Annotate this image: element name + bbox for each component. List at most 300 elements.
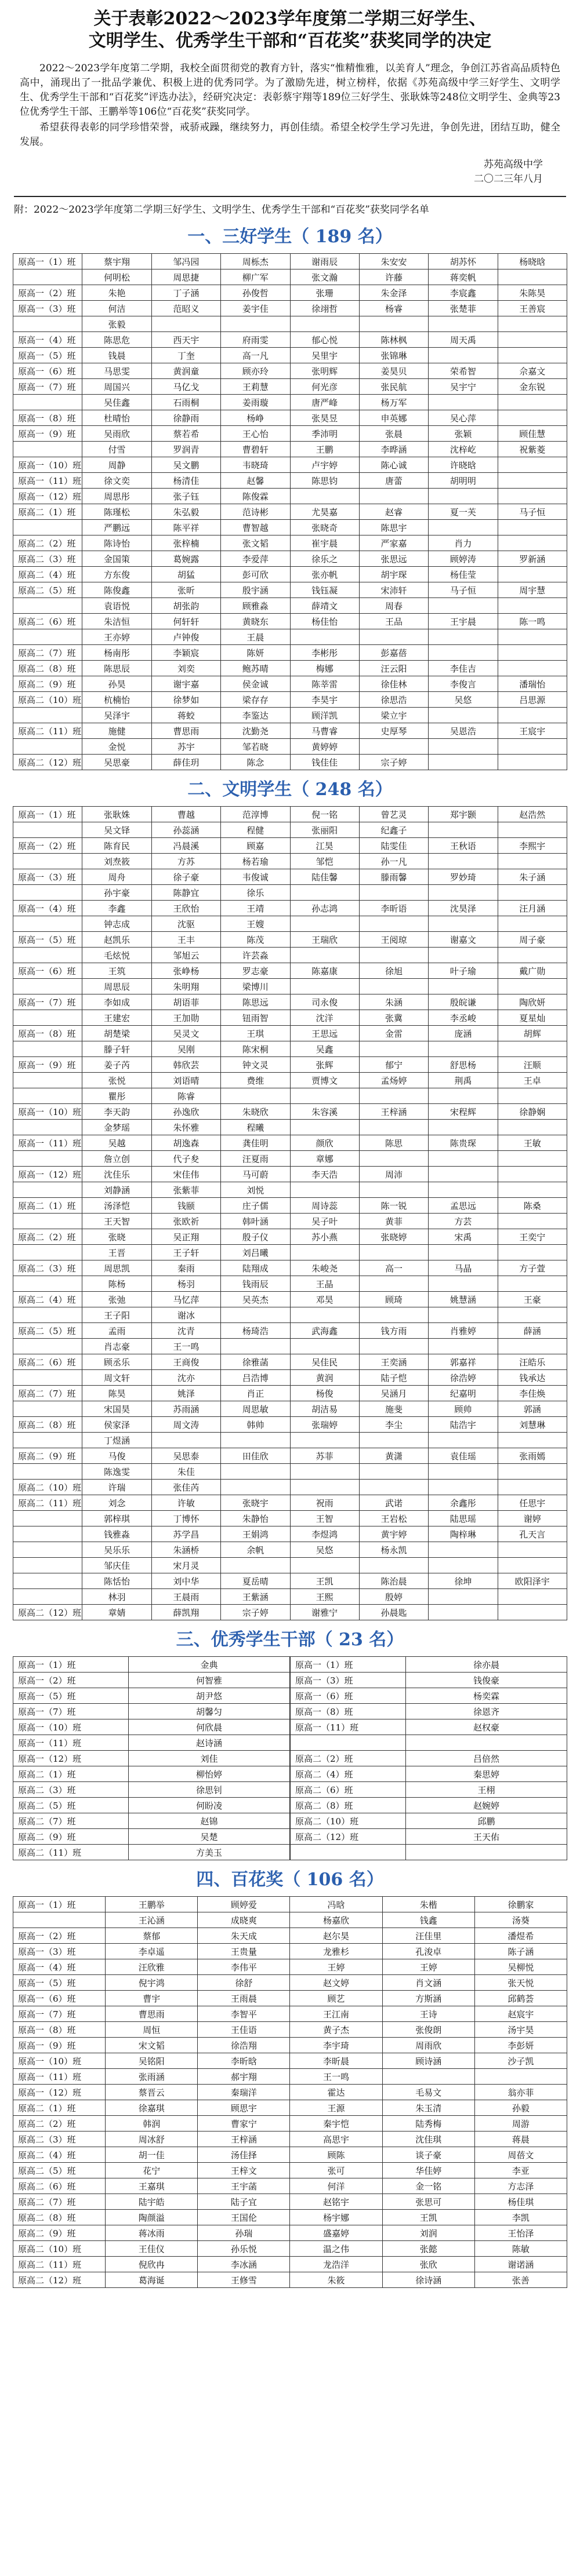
- student-name-cell: 马曹睿: [290, 723, 359, 739]
- student-name-cell: [429, 948, 498, 963]
- class-name-cell: 原高二（3）班: [13, 1782, 129, 1798]
- student-name-cell: [290, 916, 359, 932]
- table-row: [13, 457, 567, 473]
- student-name-cell: 赵浩然: [498, 807, 567, 822]
- student-name-cell: 潘煜希: [474, 1928, 567, 1944]
- student-name-cell: 吕浩博: [221, 1370, 290, 1386]
- student-name-cell: 王建宏: [82, 1010, 151, 1026]
- student-name-cell: [498, 1589, 567, 1605]
- student-name-cell: 陈敏: [474, 2241, 567, 2257]
- class-name-cell: 原高一（11）班: [13, 473, 82, 489]
- student-name-cell: 余帆: [221, 1542, 290, 1558]
- student-name-cell: 陈嘉康: [290, 963, 359, 979]
- class-name-cell: [13, 1339, 82, 1354]
- student-name-cell: 陈治晨: [359, 1573, 428, 1589]
- student-name-cell: [498, 457, 567, 473]
- student-name-cell: 张思可: [382, 2194, 474, 2210]
- student-name-cell: [498, 739, 567, 755]
- student-name-cell: 陆浩宇: [429, 1417, 498, 1433]
- student-name-cell: 张梓楠: [151, 535, 220, 551]
- student-name-cell: 宋程辉: [429, 1104, 498, 1120]
- table-row: [13, 301, 567, 316]
- student-name-cell: 李晔涵: [359, 442, 428, 457]
- body-paragraph-2: 希望获得表彰的同学珍惜荣誉，戒骄戒躁，继续努力，再创佳绩。希望全校学生学习先进，争创先进，团结互助，健全发展。: [20, 122, 560, 148]
- student-name-cell: 沈梓屹: [429, 442, 498, 457]
- student-name-cell: 周宇慧: [498, 582, 567, 598]
- student-name-cell: 王晨雨: [151, 1589, 220, 1605]
- student-name-cell: 许藤: [359, 269, 428, 285]
- class-name-cell: [13, 1041, 82, 1057]
- student-name-cell: 王凯: [382, 2210, 474, 2225]
- student-name-cell: 薛佳玥: [151, 755, 220, 770]
- student-name-cell: 周诗蕊: [290, 1198, 359, 1214]
- student-name-cell: 马思雯: [82, 363, 151, 379]
- table-row: [13, 1495, 567, 1511]
- student-name-cell: 府雨雯: [221, 332, 290, 348]
- class-name-cell: 原高一（7）班: [13, 379, 82, 395]
- student-name-cell: [498, 1151, 567, 1167]
- student-name-cell: 徐子豪: [151, 869, 220, 885]
- table-row: [13, 1339, 567, 1354]
- class-name-cell: [13, 629, 82, 645]
- table-row: [13, 1542, 567, 1558]
- student-name-cell: 徐翊哲: [290, 301, 359, 316]
- student-name-cell: 汤葵: [474, 1912, 567, 1928]
- student-name-cell: 张佳芮: [151, 1480, 220, 1495]
- student-name-cell: 杨嘉欣: [290, 1912, 382, 1928]
- class-name-cell: [13, 1558, 82, 1573]
- student-name-cell: 黄菲: [359, 1214, 428, 1229]
- table-row: [13, 269, 567, 285]
- student-name-cell: 孙乐悦: [198, 2241, 290, 2257]
- class-name-cell: 原高一（2）班: [13, 838, 82, 854]
- section-title-ganbu: 三、优秀学生干部（ 23 名）: [176, 1630, 404, 1650]
- student-name-cell: 张弛: [82, 1292, 151, 1307]
- class-name-cell: 原高二（8）班: [291, 1798, 406, 1813]
- class-name-cell: 原高二（10）班: [13, 1480, 82, 1495]
- student-name-cell: 金国策: [82, 551, 151, 567]
- table-row: [13, 2085, 567, 2100]
- student-name-cell: 杨南彤: [82, 645, 151, 661]
- student-name-cell: 肖文涵: [382, 1975, 474, 1991]
- baihua-table: [13, 1896, 567, 2288]
- class-name-cell: 原高一（9）班: [13, 426, 82, 442]
- student-name-cell: 杨奕霖: [406, 1688, 567, 1704]
- class-name-cell: 原高一（1）班: [13, 1657, 129, 1673]
- student-name-cell: [359, 885, 428, 901]
- class-name-cell: 原高一（3）班: [13, 301, 82, 316]
- student-name-cell: 陈平祥: [151, 520, 220, 535]
- table-row: [13, 1386, 567, 1401]
- document-title: [0, 0, 580, 52]
- student-name-cell: 胡馨匀: [129, 1704, 290, 1719]
- student-name-cell: 陈昊: [82, 1386, 151, 1401]
- student-name-cell: 薛涵: [498, 1323, 567, 1339]
- student-name-cell: 宋文韬: [106, 2038, 198, 2053]
- student-name-cell: [359, 1480, 428, 1495]
- class-name-cell: 原高二（5）班: [13, 582, 82, 598]
- student-name-cell: 何洋: [290, 2178, 382, 2194]
- student-name-cell: [221, 1339, 290, 1354]
- table-row: [13, 2116, 567, 2132]
- student-name-cell: 王鹏举: [106, 1897, 198, 1912]
- class-name-cell: 原高二（11）班: [13, 723, 82, 739]
- student-name-cell: 钱方雨: [359, 1323, 428, 1339]
- student-name-cell: 刘念: [82, 1495, 151, 1511]
- student-name-cell: 张俊朗: [382, 2022, 474, 2038]
- student-name-cell: 胡尹悠: [129, 1688, 290, 1704]
- student-name-cell: [290, 1433, 359, 1448]
- student-name-cell: 江昊: [290, 838, 359, 854]
- student-name-cell: 张天悦: [474, 1975, 567, 1991]
- student-name-cell: [498, 269, 567, 285]
- student-name-cell: [474, 2069, 567, 2085]
- student-name-cell: 王宇菡: [198, 2178, 290, 2194]
- student-name-cell: 李佳焕: [498, 1386, 567, 1401]
- student-name-cell: 武诺: [359, 1495, 428, 1511]
- student-name-cell: 吴柳悦: [474, 1959, 567, 1975]
- student-name-cell: 李天韵: [82, 1104, 151, 1120]
- student-name-cell: 曾艺灵: [359, 807, 428, 822]
- table-row: [13, 1766, 290, 1782]
- student-name-cell: 陈妍: [221, 645, 290, 661]
- student-name-cell: 杨清佳: [151, 473, 220, 489]
- student-name-cell: 金一铭: [382, 2178, 474, 2194]
- table-row: [291, 1673, 567, 1688]
- student-name-cell: 周栎杰: [221, 254, 290, 269]
- table-row: [13, 567, 567, 582]
- table-row: [13, 2163, 567, 2178]
- student-name-cell: 张晓: [82, 1229, 151, 1245]
- table-row: [13, 1589, 567, 1605]
- student-name-cell: 殷宇涵: [221, 582, 290, 598]
- ganbu-table-right: [290, 1656, 567, 1860]
- student-name-cell: 顾陈: [290, 2147, 382, 2163]
- student-name-cell: [151, 316, 220, 332]
- student-name-cell: [498, 520, 567, 535]
- student-name-cell: 杨佳琪: [474, 2194, 567, 2210]
- student-name-cell: 程健: [221, 822, 290, 838]
- student-name-cell: 郭嘉祥: [429, 1354, 498, 1370]
- student-name-cell: [221, 1464, 290, 1480]
- student-name-cell: [429, 708, 498, 723]
- student-name-cell: 沈昊泽: [429, 901, 498, 916]
- student-name-cell: [290, 1088, 359, 1104]
- student-name-cell: 夏星灿: [498, 1010, 567, 1026]
- student-name-cell: [429, 885, 498, 901]
- class-name-cell: 原高二（2）班: [13, 1229, 82, 1245]
- table-row: [13, 2147, 567, 2163]
- class-name-cell: [13, 1276, 82, 1292]
- student-name-cell: 王加勋: [151, 1010, 220, 1026]
- table-row: [13, 348, 567, 363]
- student-name-cell: 周思辰: [82, 979, 151, 994]
- student-name-cell: 陈一鸣: [498, 614, 567, 629]
- class-name-cell: [13, 1912, 106, 1928]
- table-row: [13, 2053, 567, 2069]
- student-name-cell: 王沁涵: [106, 1912, 198, 1928]
- class-name-cell: 原高一（5）班: [13, 1688, 129, 1704]
- student-name-cell: 杨永凯: [359, 1542, 428, 1558]
- student-name-cell: 黄子杰: [290, 2022, 382, 2038]
- class-name-cell: 原高二（3）班: [13, 551, 82, 567]
- student-name-cell: 金雷: [359, 1026, 428, 1041]
- student-name-cell: 王善宸: [498, 301, 567, 316]
- student-name-cell: 李亚: [474, 2163, 567, 2178]
- student-name-cell: 胡逸森: [151, 1135, 220, 1151]
- student-name-cell: 方芸: [429, 1214, 498, 1229]
- student-name-cell: 曹宇: [106, 1991, 198, 2006]
- student-name-cell: 王修雪: [198, 2272, 290, 2288]
- student-name-cell: 张颖: [429, 426, 498, 442]
- student-name-cell: 李煜鸿: [290, 1526, 359, 1542]
- student-name-cell: 孙志鸿: [290, 901, 359, 916]
- student-name-cell: 周思捷: [151, 269, 220, 285]
- student-name-cell: 沙子凯: [474, 2053, 567, 2069]
- student-name-cell: 吴佳鑫: [82, 395, 151, 410]
- class-name-cell: 原高二（7）班: [13, 1813, 129, 1829]
- class-name-cell: 原高二（5）班: [13, 1798, 129, 1813]
- class-name-cell: [13, 1511, 82, 1526]
- student-name-cell: 黄润童: [151, 363, 220, 379]
- class-name-cell: 原高一（1）班: [13, 807, 82, 822]
- student-name-cell: 史厚琴: [359, 723, 428, 739]
- student-name-cell: 姜昊贝: [359, 363, 428, 379]
- table-row: [13, 1511, 567, 1526]
- student-name-cell: 马忆萍: [151, 1292, 220, 1307]
- table-row: [13, 1704, 290, 1719]
- table-row: [13, 1798, 290, 1813]
- student-name-cell: 梅娜: [290, 661, 359, 676]
- table-row: [13, 2100, 567, 2116]
- student-name-cell: 葛婉露: [151, 551, 220, 567]
- table-row: [13, 395, 567, 410]
- class-name-cell: [13, 442, 82, 457]
- student-name-cell: 庞涵: [429, 1026, 498, 1041]
- student-name-cell: 朱静怡: [221, 1511, 290, 1526]
- student-name-cell: 马子恒: [429, 582, 498, 598]
- table-row: [13, 1088, 567, 1104]
- student-name-cell: 邹若晓: [221, 739, 290, 755]
- student-name-cell: 吴文鹏: [151, 457, 220, 473]
- student-name-cell: 李彬彤: [290, 645, 359, 661]
- class-name-cell: [13, 1401, 82, 1417]
- table-row: [13, 885, 567, 901]
- student-name-cell: [359, 1339, 428, 1354]
- student-name-cell: 沈亦: [151, 1370, 220, 1386]
- table-row: [13, 1151, 567, 1167]
- student-name-cell: 王奕宁: [498, 1229, 567, 1245]
- table-row: [13, 1464, 567, 1480]
- student-name-cell: 张瑞婷: [290, 1417, 359, 1433]
- student-name-cell: 陈莘雷: [290, 676, 359, 692]
- student-name-cell: [498, 854, 567, 869]
- student-name-cell: 张峥杨: [151, 963, 220, 979]
- student-name-cell: 刘奕: [151, 661, 220, 676]
- student-name-cell: 吴文铎: [82, 822, 151, 838]
- student-name-cell: 成晓爽: [198, 1912, 290, 1928]
- class-name-cell: [13, 854, 82, 869]
- student-name-cell: 王诗: [382, 2006, 474, 2022]
- student-name-cell: 孔浚卓: [382, 1944, 474, 1959]
- student-name-cell: [498, 1605, 567, 1620]
- student-name-cell: 李智平: [198, 2006, 290, 2022]
- student-name-cell: [498, 1542, 567, 1558]
- table-row: [13, 520, 567, 535]
- student-name-cell: 宋月灵: [151, 1558, 220, 1573]
- class-name-cell: 原高一（6）班: [13, 963, 82, 979]
- student-name-cell: 张子钰: [151, 489, 220, 504]
- student-name-cell: 孙昊: [82, 676, 151, 692]
- class-name-cell: 原高二（12）班: [291, 1829, 406, 1845]
- student-name-cell: 孙毅: [474, 2100, 567, 2116]
- student-name-cell: 刘悦: [221, 1182, 290, 1198]
- student-name-cell: 王丰: [151, 932, 220, 948]
- student-name-cell: 尤昊嘉: [290, 504, 359, 520]
- student-name-cell: [429, 822, 498, 838]
- student-name-cell: [498, 395, 567, 410]
- student-name-cell: 朱金泽: [359, 285, 428, 301]
- table-row: [13, 473, 567, 489]
- student-name-cell: 孙蕊涵: [151, 822, 220, 838]
- student-name-cell: 朱容溪: [290, 1104, 359, 1120]
- student-name-cell: 何明松: [82, 269, 151, 285]
- student-name-cell: 张晓奇: [290, 520, 359, 535]
- student-name-cell: 杨若瑜: [221, 854, 290, 869]
- student-name-cell: 胡洁易: [290, 1401, 359, 1417]
- student-name-cell: 宋国昊: [82, 1401, 151, 1417]
- student-name-cell: 张毅: [82, 316, 151, 332]
- student-name-cell: [498, 1464, 567, 1480]
- class-name-cell: [13, 948, 82, 963]
- student-name-cell: 苏学昌: [151, 1526, 220, 1542]
- student-name-cell: 金典: [129, 1657, 290, 1673]
- student-name-cell: 罗新涵: [498, 551, 567, 567]
- student-name-cell: 陈贵琛: [429, 1135, 498, 1151]
- student-name-cell: 钟志成: [82, 916, 151, 932]
- class-name-cell: [13, 1010, 82, 1026]
- class-name-cell: [13, 598, 82, 614]
- table-row: [13, 901, 567, 916]
- student-name-cell: 宋沛轩: [359, 582, 428, 598]
- student-name-cell: 顾思宇: [198, 2100, 290, 2116]
- class-name-cell: 原高一（5）班: [13, 932, 82, 948]
- student-name-cell: 赵文婷: [290, 1975, 382, 1991]
- class-name-cell: 原高一（8）班: [13, 410, 82, 426]
- student-name-cell: 王佳语: [198, 2022, 290, 2038]
- student-name-cell: 周国兴: [82, 379, 151, 395]
- student-name-cell: 费维: [221, 1073, 290, 1088]
- title-line-2: 文明学生、优秀学生干部和“百花奖”获奖同学的决定: [88, 31, 492, 51]
- table-row: [13, 1813, 290, 1829]
- student-name-cell: 陶梓琳: [429, 1526, 498, 1542]
- table-row: [13, 535, 567, 551]
- table-row: [13, 285, 567, 301]
- student-name-cell: 王怡泽: [474, 2225, 567, 2241]
- student-name-cell: 马子恒: [498, 504, 567, 520]
- table-row: [291, 1782, 567, 1798]
- student-name-cell: 张紫菲: [151, 1182, 220, 1198]
- student-name-cell: 施斐: [359, 1401, 428, 1417]
- table-row: [13, 363, 567, 379]
- student-name-cell: [290, 316, 359, 332]
- student-name-cell: 陈睿: [151, 1088, 220, 1104]
- student-name-cell: 吴楚: [129, 1829, 290, 1845]
- table-row: [13, 2241, 567, 2257]
- table-row: [13, 1401, 567, 1417]
- student-name-cell: 鲍苏晴: [221, 661, 290, 676]
- class-name-cell: 原高二（8）班: [13, 1417, 82, 1433]
- student-name-cell: [429, 1307, 498, 1323]
- table-row: [13, 2022, 567, 2038]
- student-name-cell: 柳怡婷: [129, 1766, 290, 1782]
- student-name-cell: 钟文灵: [221, 1057, 290, 1073]
- class-name-cell: [13, 822, 82, 838]
- class-name-cell: 原高二（7）班: [13, 645, 82, 661]
- student-name-cell: 李如成: [82, 994, 151, 1010]
- student-name-cell: 龙浩洋: [290, 2257, 382, 2272]
- student-name-cell: 夏一芙: [429, 504, 498, 520]
- student-name-cell: 陈育民: [82, 838, 151, 854]
- student-name-cell: 张亦帆: [290, 567, 359, 582]
- table-row: [13, 1260, 567, 1276]
- student-name-cell: 钱雅淼: [82, 1526, 151, 1542]
- table-row: [13, 869, 567, 885]
- student-name-cell: [498, 948, 567, 963]
- student-name-cell: 徐鹏家: [474, 1897, 567, 1912]
- table-row: [13, 410, 567, 426]
- student-name-cell: 罗润青: [151, 442, 220, 457]
- class-name-cell: 原高二（6）班: [13, 1354, 82, 1370]
- student-name-cell: 宋禹: [429, 1229, 498, 1245]
- table-row: [13, 739, 567, 755]
- student-name-cell: [290, 1464, 359, 1480]
- student-name-cell: 罗妙琦: [429, 869, 498, 885]
- student-name-cell: [498, 822, 567, 838]
- student-name-cell: [382, 2069, 474, 2085]
- student-name-cell: [429, 916, 498, 932]
- student-name-cell: 吴刚: [151, 1041, 220, 1057]
- student-name-cell: 吴乐乐: [82, 1542, 151, 1558]
- table-row: [13, 948, 567, 963]
- student-name-cell: 钮雨智: [221, 1010, 290, 1026]
- table-row: [13, 1292, 567, 1307]
- class-name-cell: 原高二（4）班: [13, 2147, 106, 2163]
- student-name-cell: 周思敏: [221, 1401, 290, 1417]
- student-name-cell: 胡辉: [498, 1026, 567, 1041]
- student-name-cell: 方美玉: [129, 1845, 290, 1860]
- student-name-cell: 曹越: [151, 807, 220, 822]
- student-name-cell: 王秋语: [429, 838, 498, 854]
- student-name-cell: 杨佳怡: [290, 614, 359, 629]
- student-name-cell: [498, 535, 567, 551]
- student-name-cell: 孟炀婷: [359, 1073, 428, 1088]
- student-name-cell: 朱怀雅: [151, 1120, 220, 1135]
- table-row: [291, 1751, 567, 1766]
- class-name-cell: [13, 885, 82, 901]
- class-name-cell: [291, 1845, 406, 1860]
- student-name-cell: 李卓遥: [106, 1944, 198, 1959]
- table-row: [13, 692, 567, 708]
- student-name-cell: 周冰舒: [106, 2132, 198, 2147]
- student-name-cell: 龚佳明: [221, 1135, 290, 1151]
- student-name-cell: 钱俊豪: [406, 1673, 567, 1688]
- student-name-cell: 王晨: [221, 629, 290, 645]
- student-name-cell: 丁奎: [151, 348, 220, 363]
- student-name-cell: 徐舒: [198, 1975, 290, 1991]
- class-name-cell: [13, 916, 82, 932]
- student-name-cell: 张晓婷: [359, 1229, 428, 1245]
